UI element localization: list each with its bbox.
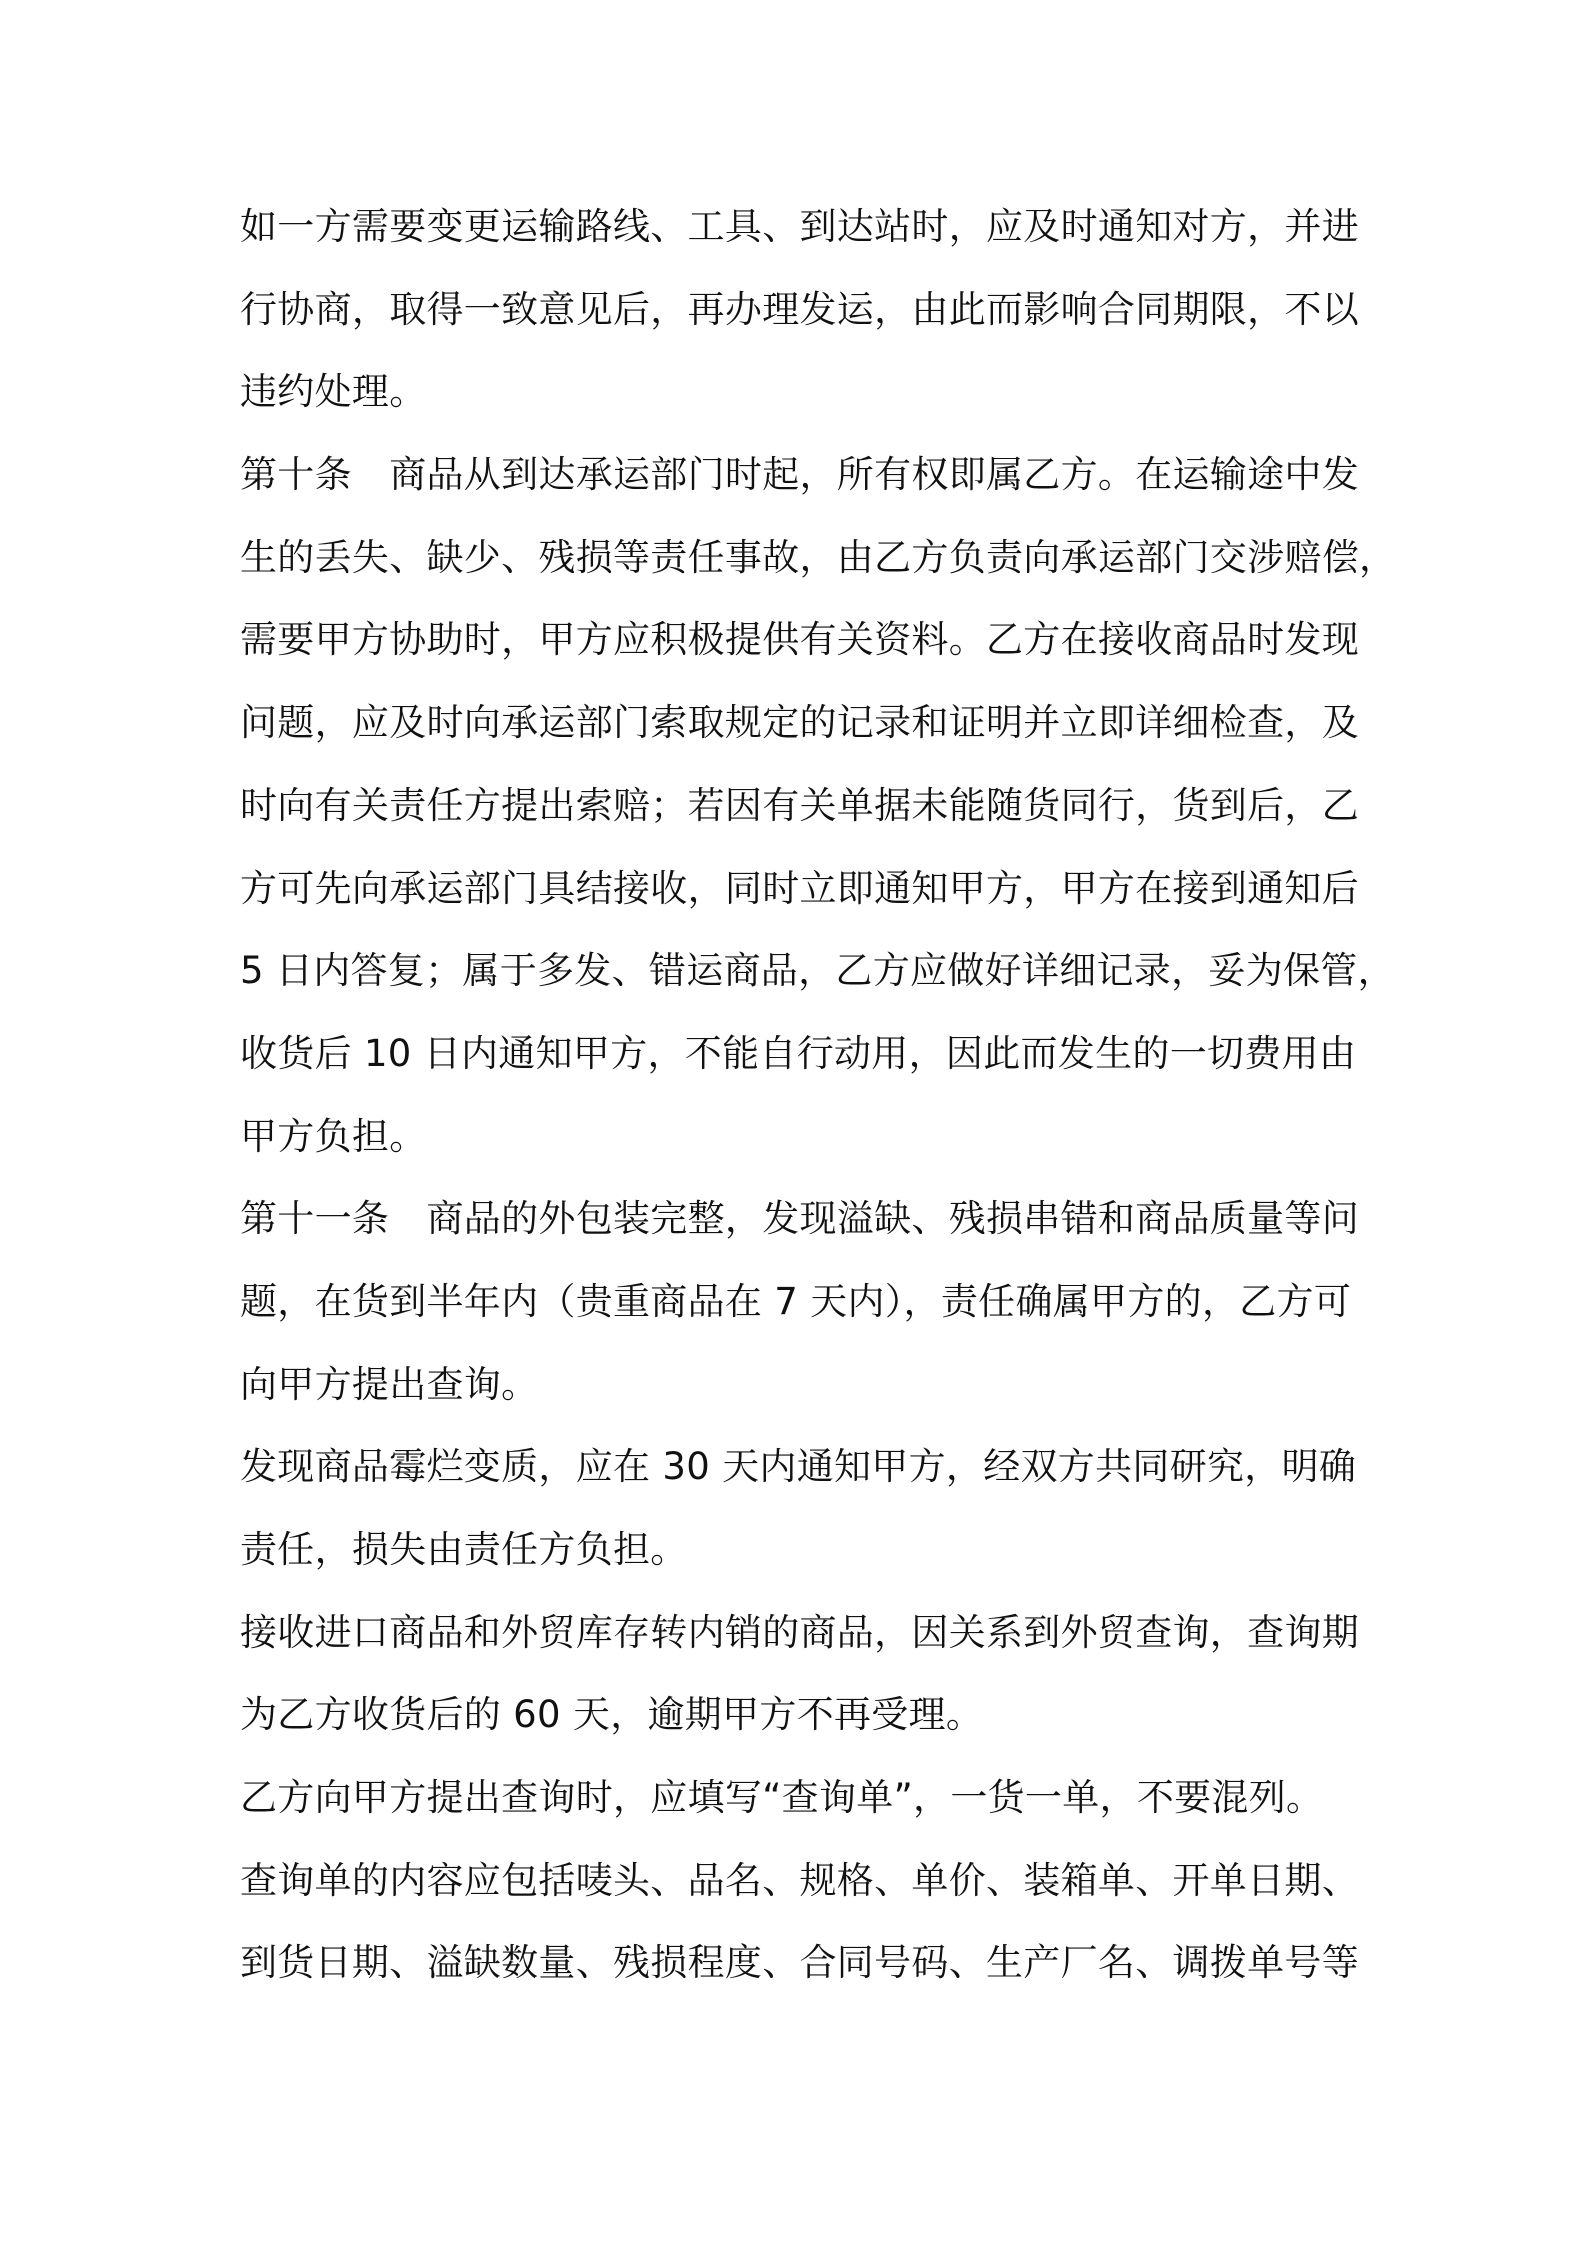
text-line: 需要甲方协助时，甲方应积极提供有关资料。乙方在接收商品时发现 xyxy=(240,618,1359,662)
text-line: 发现商品霉烂变质，应在 30 天内通知甲方，经双方共同研究，明确 xyxy=(240,1445,1357,1489)
text-line: 甲方负担。 xyxy=(240,1114,427,1158)
text-line: 责任，损失由责任方负担。 xyxy=(240,1528,688,1571)
text-line: 题，在货到半年内（贵重商品在 7 天内），责任确属甲方的，乙方可 xyxy=(240,1279,1352,1323)
text-line: 向甲方提出查询。 xyxy=(240,1362,539,1406)
article-11-heading-line: 第十一条 商品的外包装完整，发现溢缺、残损串错和商品质量等问 xyxy=(240,1197,1359,1241)
text-line: 接收进口商品和外贸库存转内销的商品，因关系到外贸查询，查询期 xyxy=(240,1610,1359,1654)
text-line: 为乙方收货后的 60 天，逾期甲方不再受理。 xyxy=(240,1693,984,1737)
article-10-heading-line: 第十条 商品从到达承运部门时起，所有权即属乙方。在运输途中发 xyxy=(240,453,1359,497)
text-line: 时向有关责任方提出索赔；若因有关单据未能随货同行，货到后，乙 xyxy=(240,783,1359,827)
text-line: 方可先向承运部门具结接收，同时立即通知甲方，甲方在接到通知后 xyxy=(240,866,1359,910)
text-line: 生的丢失、缺少、残损等责任事故，由乙方负责向承运部门交涉赔偿， xyxy=(240,535,1397,579)
text-line: 收货后 10 日内通知甲方，不能自行动用，因此而发生的一切费用由 xyxy=(240,1031,1357,1075)
text-line: 乙方向甲方提出查询时，应填写“查询单”，一货一单，不要混列。 xyxy=(240,1776,1324,1820)
text-line: 行协商，取得一致意见后，再办理发运，由此而影响合同期限，不以 xyxy=(240,287,1359,331)
text-line: 查询单的内容应包括唛头、品名、规格、单价、装箱单、开单日期、 xyxy=(240,1858,1359,1902)
text-line: 如一方需要变更运输路线、工具、到达站时，应及时通知对方，并进 xyxy=(240,205,1359,248)
text-line: 到货日期、溢缺数量、残损程度、合同号码、生产厂名、调拨单号等 xyxy=(240,1941,1359,1985)
contract-body-text xyxy=(240,186,1397,2005)
text-line: 问题，应及时向承运部门索取规定的记录和证明并立即详细检查，及 xyxy=(240,701,1359,745)
text-line: 违约处理。 xyxy=(240,370,427,414)
text-line: 5 日内答复；属于多发、错运商品，乙方应做好详细记录，妥为保管， xyxy=(240,949,1395,993)
